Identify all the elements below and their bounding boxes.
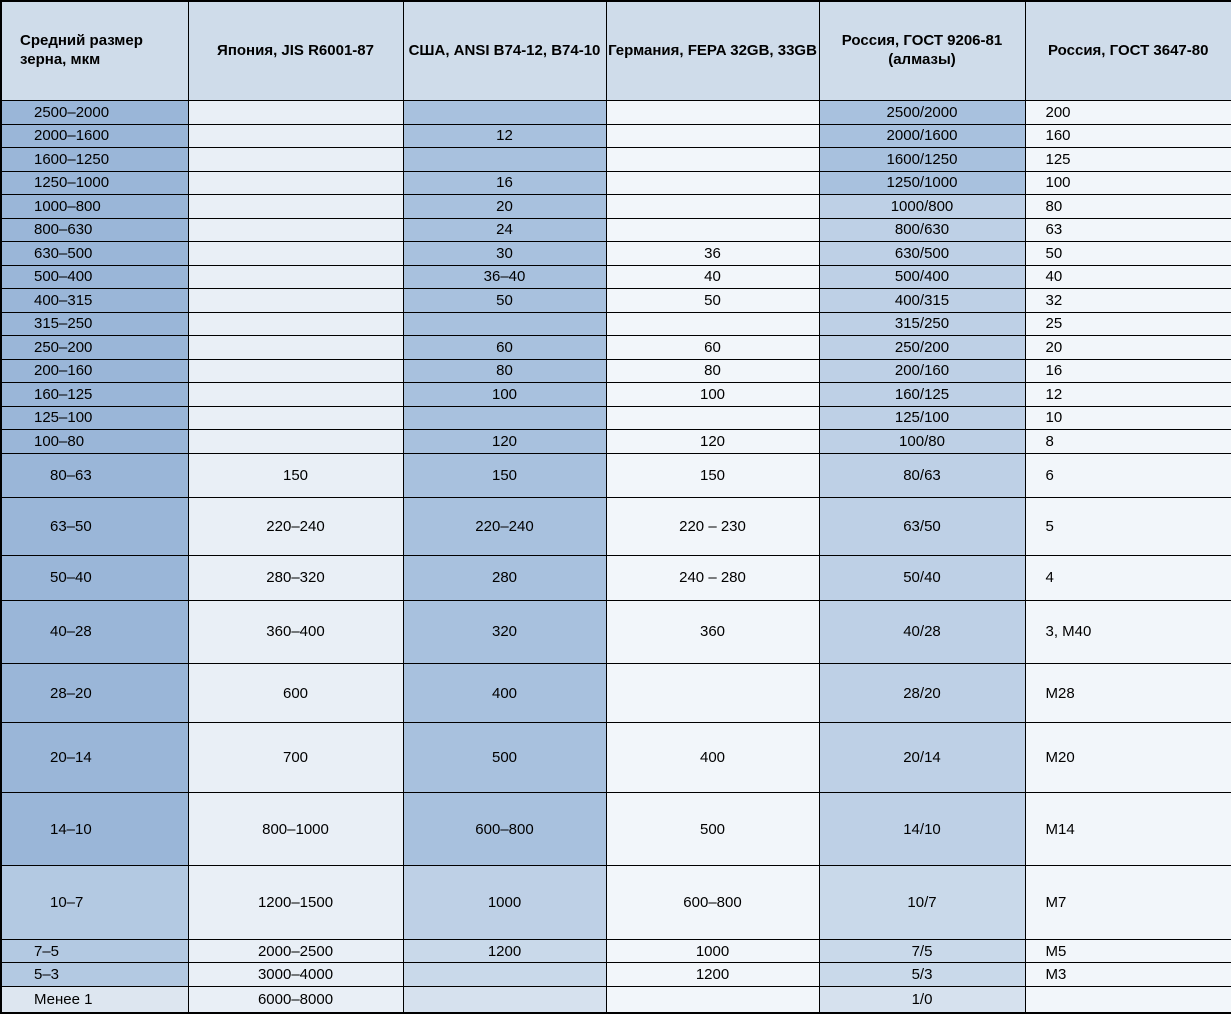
cell-russia-gost: 32 [1025,289,1231,313]
table-row [1,723,1231,792]
cell-russia-gost: М7 [1025,866,1231,940]
cell-japan: 360–400 [188,600,403,663]
cell-grain-size: 500–400 [1,265,188,289]
cell-russia-diamond: 400/315 [819,289,1025,313]
cell-russia-diamond: 200/160 [819,359,1025,383]
cell-japan [188,312,403,336]
cell-usa: 320 [403,600,606,663]
cell-germany [606,101,819,125]
table-row [1,242,1231,266]
cell-japan [188,171,403,195]
cell-russia-diamond: 630/500 [819,242,1025,266]
cell-japan: 6000–8000 [188,986,403,1013]
cell-russia-gost: 160 [1025,124,1231,148]
table-row [1,359,1231,383]
cell-usa: 80 [403,359,606,383]
cell-usa: 1000 [403,866,606,940]
cell-grain-size: 28–20 [1,663,188,722]
cell-germany: 100 [606,383,819,407]
cell-germany: 600–800 [606,866,819,940]
cell-grain-size: 315–250 [1,312,188,336]
cell-russia-gost: М28 [1025,663,1231,722]
cell-japan [188,218,403,242]
cell-russia-diamond: 250/200 [819,336,1025,360]
cell-grain-size: 800–630 [1,218,188,242]
column-header-russia-gost-3647: Россия, ГОСТ 3647-80 [1025,1,1231,101]
cell-russia-diamond: 1600/1250 [819,148,1025,172]
cell-germany [606,218,819,242]
table-row [1,600,1231,663]
cell-grain-size: 100–80 [1,430,188,454]
cell-usa: 100 [403,383,606,407]
cell-usa: 1200 [403,939,606,963]
cell-germany: 500 [606,792,819,866]
cell-japan [188,265,403,289]
cell-russia-diamond: 2500/2000 [819,101,1025,125]
cell-russia-gost: 63 [1025,218,1231,242]
cell-russia-diamond: 5/3 [819,963,1025,987]
cell-usa: 16 [403,171,606,195]
cell-russia-gost: М5 [1025,939,1231,963]
cell-russia-gost [1025,986,1231,1013]
cell-grain-size: 1600–1250 [1,148,188,172]
cell-japan [188,101,403,125]
cell-russia-gost: 200 [1025,101,1231,125]
table-row [1,555,1231,600]
cell-japan [188,289,403,313]
table-row [1,430,1231,454]
table-row [1,289,1231,313]
table-row [1,265,1231,289]
cell-japan: 280–320 [188,555,403,600]
cell-grain-size: 80–63 [1,453,188,498]
cell-russia-diamond: 500/400 [819,265,1025,289]
cell-grain-size: 250–200 [1,336,188,360]
cell-russia-diamond: 100/80 [819,430,1025,454]
cell-russia-gost: М20 [1025,723,1231,792]
cell-usa [403,986,606,1013]
table-row [1,939,1231,963]
table-row [1,383,1231,407]
cell-russia-gost: 5 [1025,498,1231,555]
cell-germany: 360 [606,600,819,663]
cell-usa [403,406,606,430]
cell-russia-gost: 80 [1025,195,1231,219]
cell-germany: 80 [606,359,819,383]
cell-japan: 150 [188,453,403,498]
cell-russia-diamond: 7/5 [819,939,1025,963]
table-row [1,406,1231,430]
cell-usa: 120 [403,430,606,454]
column-header-usa-ansi: США, ANSI B74-12, B74-10 [403,1,606,101]
cell-grain-size: 7–5 [1,939,188,963]
column-header-japan-jis: Япония, JIS R6001-87 [188,1,403,101]
cell-germany: 36 [606,242,819,266]
cell-germany: 1000 [606,939,819,963]
cell-usa: 30 [403,242,606,266]
cell-germany: 150 [606,453,819,498]
cell-usa: 400 [403,663,606,722]
cell-germany [606,171,819,195]
cell-usa: 24 [403,218,606,242]
table-row [1,101,1231,125]
cell-usa: 20 [403,195,606,219]
cell-grain-size: 20–14 [1,723,188,792]
cell-usa: 12 [403,124,606,148]
column-header-russia-gost-9206: Россия, ГОСТ 9206-81 (алмазы) [819,1,1025,101]
table-row [1,866,1231,940]
cell-grain-size: 50–40 [1,555,188,600]
table-row [1,171,1231,195]
cell-grain-size: 200–160 [1,359,188,383]
cell-grain-size: Менее 1 [1,986,188,1013]
cell-usa: 36–40 [403,265,606,289]
cell-japan [188,124,403,148]
table-row [1,498,1231,555]
cell-japan [188,383,403,407]
cell-russia-diamond: 2000/1600 [819,124,1025,148]
cell-japan [188,242,403,266]
column-header-grain-size: Средний размер зерна, мкм [1,1,188,101]
cell-usa: 50 [403,289,606,313]
cell-grain-size: 40–28 [1,600,188,663]
cell-germany [606,406,819,430]
cell-grain-size: 1250–1000 [1,171,188,195]
table-row [1,663,1231,722]
cell-russia-gost: 12 [1025,383,1231,407]
cell-usa: 600–800 [403,792,606,866]
cell-russia-gost: 25 [1025,312,1231,336]
cell-russia-diamond: 20/14 [819,723,1025,792]
cell-usa [403,312,606,336]
cell-usa [403,148,606,172]
cell-germany: 240 – 280 [606,555,819,600]
table-row [1,148,1231,172]
cell-japan [188,195,403,219]
cell-japan: 700 [188,723,403,792]
cell-germany [606,312,819,336]
cell-russia-gost: М3 [1025,963,1231,987]
cell-russia-diamond: 80/63 [819,453,1025,498]
cell-russia-diamond: 315/250 [819,312,1025,336]
cell-russia-diamond: 40/28 [819,600,1025,663]
cell-japan: 600 [188,663,403,722]
table-body [1,101,1231,1014]
cell-russia-gost: 8 [1025,430,1231,454]
cell-germany [606,148,819,172]
table-row [1,963,1231,987]
cell-russia-diamond: 10/7 [819,866,1025,940]
cell-russia-gost: 40 [1025,265,1231,289]
cell-russia-gost: 6 [1025,453,1231,498]
table-row [1,336,1231,360]
cell-usa: 220–240 [403,498,606,555]
cell-japan: 800–1000 [188,792,403,866]
table-row [1,218,1231,242]
cell-grain-size: 160–125 [1,383,188,407]
table-row [1,195,1231,219]
cell-germany [606,124,819,148]
cell-russia-diamond: 160/125 [819,383,1025,407]
table-row [1,453,1231,498]
cell-usa: 500 [403,723,606,792]
cell-usa [403,963,606,987]
cell-germany [606,663,819,722]
cell-usa: 280 [403,555,606,600]
cell-germany: 220 – 230 [606,498,819,555]
cell-russia-gost: 125 [1025,148,1231,172]
cell-grain-size: 14–10 [1,792,188,866]
cell-russia-gost: 100 [1025,171,1231,195]
cell-russia-gost: 16 [1025,359,1231,383]
cell-germany [606,986,819,1013]
cell-japan: 1200–1500 [188,866,403,940]
cell-japan: 2000–2500 [188,939,403,963]
cell-grain-size: 125–100 [1,406,188,430]
table-row [1,792,1231,866]
cell-grain-size: 2000–1600 [1,124,188,148]
cell-grain-size: 2500–2000 [1,101,188,125]
cell-russia-gost: 10 [1025,406,1231,430]
cell-germany: 60 [606,336,819,360]
cell-russia-diamond: 125/100 [819,406,1025,430]
cell-russia-diamond: 1250/1000 [819,171,1025,195]
cell-russia-diamond: 1000/800 [819,195,1025,219]
cell-germany [606,195,819,219]
cell-germany: 40 [606,265,819,289]
table-row [1,312,1231,336]
cell-japan [188,336,403,360]
cell-usa: 150 [403,453,606,498]
table-header [1,1,1231,101]
cell-russia-diamond: 50/40 [819,555,1025,600]
cell-russia-gost: 20 [1025,336,1231,360]
cell-russia-diamond: 14/10 [819,792,1025,866]
cell-japan [188,148,403,172]
cell-grain-size: 10–7 [1,866,188,940]
cell-russia-diamond: 28/20 [819,663,1025,722]
cell-japan [188,359,403,383]
cell-grain-size: 400–315 [1,289,188,313]
cell-russia-diamond: 1/0 [819,986,1025,1013]
cell-germany: 120 [606,430,819,454]
cell-usa: 60 [403,336,606,360]
cell-grain-size: 63–50 [1,498,188,555]
cell-russia-gost: 50 [1025,242,1231,266]
table-row [1,986,1231,1013]
cell-japan: 220–240 [188,498,403,555]
cell-russia-diamond: 800/630 [819,218,1025,242]
cell-russia-gost: 3, М40 [1025,600,1231,663]
cell-japan [188,406,403,430]
cell-germany: 50 [606,289,819,313]
cell-russia-gost: 4 [1025,555,1231,600]
table-row [1,124,1231,148]
cell-grain-size: 5–3 [1,963,188,987]
cell-usa [403,101,606,125]
cell-grain-size: 630–500 [1,242,188,266]
cell-russia-diamond: 63/50 [819,498,1025,555]
cell-japan [188,430,403,454]
table-header-row [1,1,1231,101]
cell-japan: 3000–4000 [188,963,403,987]
cell-germany: 1200 [606,963,819,987]
cell-grain-size: 1000–800 [1,195,188,219]
cell-germany: 400 [606,723,819,792]
column-header-germany-fepa: Германия, FEPA 32GB, 33GB [606,1,819,101]
cell-russia-gost: М14 [1025,792,1231,866]
